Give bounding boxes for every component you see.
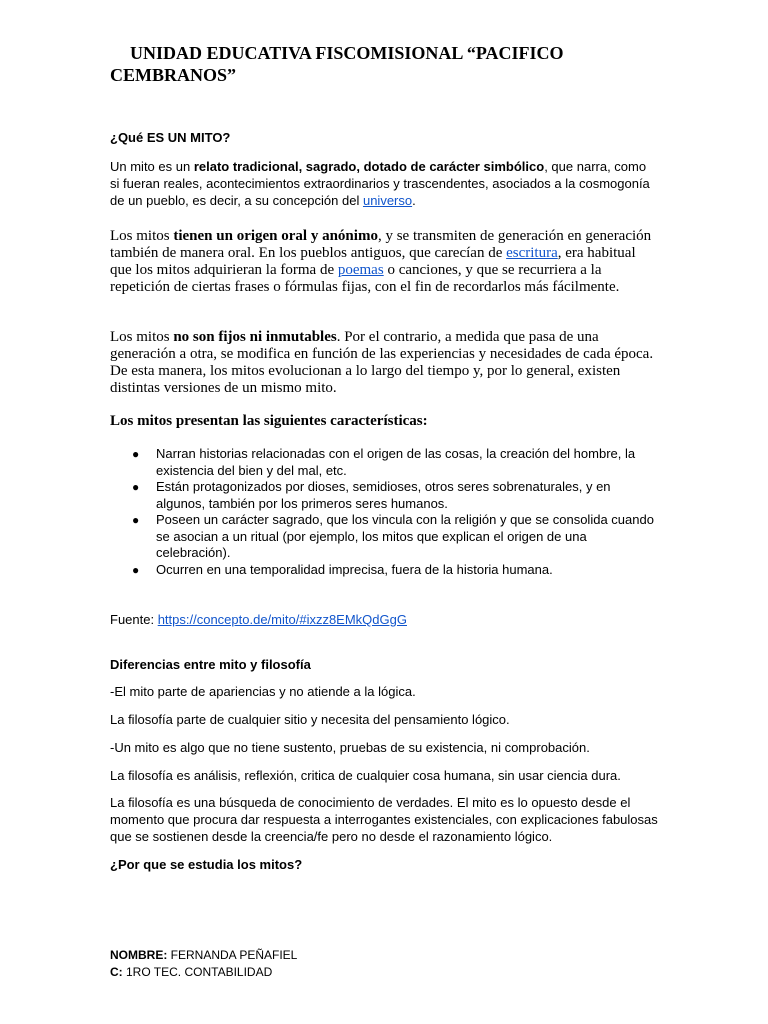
oral-origin-paragraph: Los mitos tienen un origen oral y anónimo, y se transmiten de generación en generación también de manera oral. En los pueblos antiguos, que carecían de escritura, era habitual que los mitos adquirieran la forma de poemas o canciones, y que se recurriera a la repetición de ciertas frases o fórmulas fijas, con el fin de recordarlos más fácilmente.: [110, 228, 652, 295]
universo-link[interactable]: universo: [362, 193, 413, 208]
source-line: Fuente: https://concepto.de/mito/#ixzz8EMkQdGgG: [110, 612, 407, 627]
poemas-link[interactable]: poemas: [337, 262, 384, 278]
student-course-line: C: 1RO TEC. CONTABILIDAD: [110, 965, 273, 979]
what-is-myth-heading: ¿Qué ES UN MITO?: [110, 130, 231, 145]
escritura-link[interactable]: escritura: [506, 245, 558, 261]
difference-line-2: La filosofía parte de cualquier sitio y necesita del pensamiento lógico.: [110, 712, 510, 727]
bullet-icon: ●: [132, 447, 140, 461]
list-item: ● Están protagonizados por dioses, semidioses, otros seres sobrenaturales, y en algunos, también por los primeros seres humanos.: [132, 479, 611, 511]
school-title: [110, 42, 670, 86]
bullet-icon: ●: [132, 513, 140, 527]
school-title-line2: CEMBRANOS”: [110, 65, 237, 85]
not-fixed-paragraph: Los mitos no son fijos ni inmutables. Por el contrario, a medida que pasa de una generación a otra, se modifica en función de las experiencias y necesidades de cada época. De esta manera, los mitos evolucionan a lo largo del tiempo y, por lo general, existen distintas versiones de un mismo mito.: [110, 329, 654, 396]
student-name-line: NOMBRE: FERNANDA PEÑAFIEL: [110, 948, 298, 962]
bullet-icon: ●: [132, 562, 140, 577]
list-item: ● Poseen un carácter sagrado, que los vincula con la religión y que se consolida cuando se asocian a un ritual (por ejemplo, los mitos que explican el origen de una celebración).: [132, 512, 654, 560]
difference-line-1: -El mito parte de apariencias y no atiende a la lógica.: [110, 684, 416, 699]
difference-paragraph-5: La filosofía es una búsqueda de conocimiento de verdades. El mito es lo opuesto desde el momento que procura dar respuesta a interrogantes existenciales, con explicaciones fabulosas que se sostienen desde la creencia/fe pero no desde el razonamiento lógico.: [110, 795, 658, 844]
difference-line-4: La filosofía es análisis, reflexión, critica de cualquier cosa humana, sin usar ciencia dura.: [110, 768, 621, 783]
myth-definition-paragraph: Un mito es un relato tradicional, sagrado, dotado de carácter simbólico, que narra, como si fueran reales, acontecimientos extraordinarios y trascendentes, asociados a la cosmogonía de un pueblo, es decir, a su concepción del universo.: [110, 159, 650, 208]
difference-line-3: -Un mito es algo que no tiene sustento, pruebas de su existencia, ni comprobación.: [110, 740, 590, 755]
source-link[interactable]: https://concepto.de/mito/#ixzz8EMkQdGgG: [157, 612, 407, 627]
bullet-icon: ●: [132, 480, 140, 494]
characteristics-list: [110, 446, 658, 578]
school-title-line1: UNIDAD EDUCATIVA FISCOMISIONAL “PACIFICO: [130, 43, 564, 63]
why-study-myths-question: ¿Por que se estudia los mitos?: [110, 857, 303, 872]
list-item: ● Narran historias relacionadas con el origen de las cosas, la creación del hombre, la existencia del bien y del mal, etc.: [132, 446, 636, 478]
list-item: ● Ocurren en una temporalidad imprecisa, fuera de la historia humana.: [132, 561, 553, 577]
differences-heading: Diferencias entre mito y filosofía: [110, 657, 311, 672]
student-info: [110, 947, 658, 981]
characteristics-heading: Los mitos presentan las siguientes características:: [110, 413, 428, 429]
